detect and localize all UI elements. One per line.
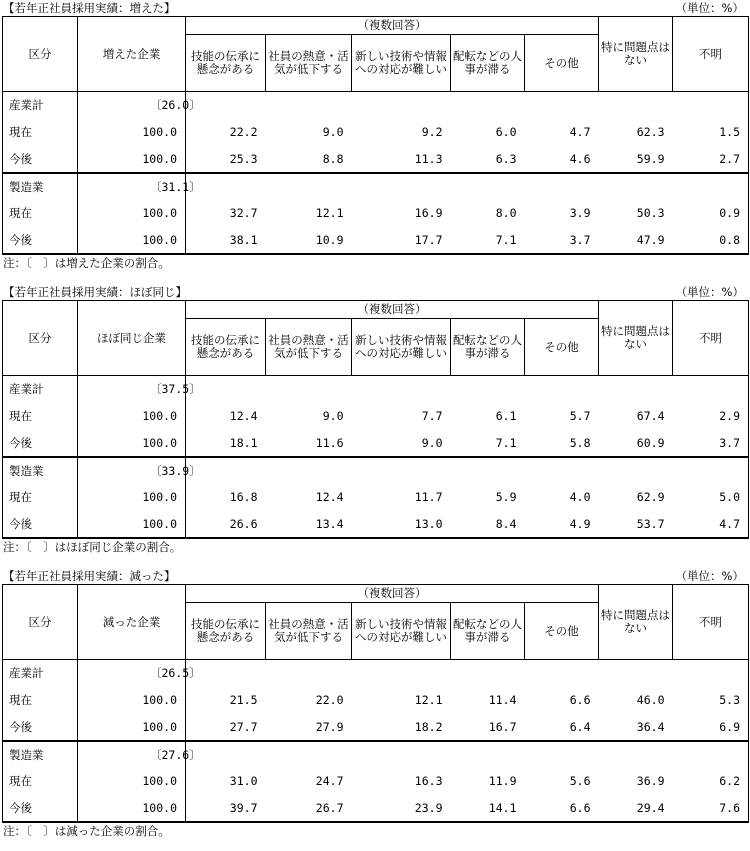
value-cell: 100.0: [78, 403, 186, 430]
group-row: [3, 376, 749, 403]
header-kubun: 区分: [3, 17, 78, 92]
row-label: 現在: [3, 403, 78, 430]
value-cell: 5.7: [569, 409, 591, 423]
data-table: [2, 16, 749, 255]
header-no-problem: 特に問題点はない: [599, 17, 673, 92]
value-cell: 18.2: [352, 714, 451, 741]
data-table: [2, 300, 749, 539]
row-label: 今後: [3, 511, 78, 538]
data-table: [2, 584, 749, 823]
value-cell: 5.6: [569, 774, 591, 788]
value-cell: 17.7: [352, 227, 451, 254]
value-cell: 3.7: [525, 227, 599, 254]
group-row: [3, 741, 749, 768]
value-cell: 38.1: [186, 227, 266, 254]
value-cell: 26.6: [186, 511, 266, 538]
table-note: 注：〔 〕は減った企業の割合。: [3, 823, 170, 838]
value-cell: 100.0: [78, 146, 186, 173]
value-cell: 100.0: [78, 795, 186, 822]
row-label: 今後: [3, 430, 78, 457]
header-company: ほぼ同じ企業: [78, 301, 186, 376]
value-cell: 9.0: [322, 125, 344, 139]
group-share: 〔26.0〕: [78, 92, 186, 119]
header-reason: 配転などの人事が滞る: [451, 319, 525, 376]
value-cell: 0.9: [673, 200, 749, 227]
value-cell: 36.9: [636, 774, 665, 788]
row-label: 現在: [3, 687, 78, 714]
header-reason: 技能の伝承に懸念がある: [186, 319, 266, 376]
value-cell: 9.2: [421, 125, 443, 139]
value-cell: 22.0: [315, 693, 344, 707]
header-reason: 新しい技術や情報への対応が難しい: [352, 35, 451, 92]
value-cell: 62.3: [636, 125, 665, 139]
value-cell: 11.4: [488, 693, 517, 707]
value-cell: 31.0: [229, 774, 258, 788]
value-cell: 11.3: [352, 146, 451, 173]
value-cell: 13.4: [266, 511, 352, 538]
group-share: 〔37.5〕: [78, 376, 186, 403]
value-cell: 9.0: [352, 430, 451, 457]
value-cell: 11.9: [488, 774, 517, 788]
header-multi-answer: （複数回答）: [186, 301, 599, 319]
header-reason: 社員の熱意・活気が低下する: [266, 603, 352, 660]
table-section: [0, 0, 750, 271]
value-cell: 67.4: [636, 409, 665, 423]
value-cell: 21.5: [229, 693, 258, 707]
header-reason: 配転などの人事が滞る: [451, 603, 525, 660]
header-reason: 配転などの人事が滞る: [451, 35, 525, 92]
value-cell: 4.7: [569, 125, 591, 139]
value-cell: 100.0: [78, 430, 186, 457]
value-cell: 4.0: [569, 490, 591, 504]
group-row: [3, 457, 749, 484]
group-share: 〔26.5〕: [78, 660, 186, 687]
value-cell: 3.9: [569, 206, 591, 220]
table-row: [3, 768, 749, 795]
group-share: 〔27.6〕: [78, 741, 186, 768]
value-cell: 5.0: [673, 484, 749, 511]
table-row: [3, 146, 749, 173]
value-cell: 100.0: [78, 714, 186, 741]
group-share: 〔31.1〕: [78, 173, 186, 200]
value-cell: 50.3: [636, 206, 665, 220]
value-cell: 22.2: [229, 125, 258, 139]
value-cell: 7.1: [451, 227, 525, 254]
header-company: 減った企業: [78, 585, 186, 660]
table-row: [3, 795, 749, 822]
value-cell: 4.9: [525, 511, 599, 538]
value-cell: 16.8: [229, 490, 258, 504]
value-cell: 100.0: [78, 227, 186, 254]
section-title: 【若年正社員採用実績：減った】: [3, 569, 176, 583]
value-cell: 60.9: [599, 430, 673, 457]
header-reason: 技能の伝承に懸念がある: [186, 35, 266, 92]
table-row: [3, 227, 749, 254]
value-cell: 16.7: [451, 714, 525, 741]
value-cell: 6.6: [525, 795, 599, 822]
value-cell: 59.9: [599, 146, 673, 173]
value-cell: 32.7: [229, 206, 258, 220]
value-cell: 6.3: [451, 146, 525, 173]
section-header: [0, 284, 750, 300]
value-cell: 9.0: [322, 409, 344, 423]
table-section: [0, 568, 750, 839]
table-row: [3, 119, 749, 146]
group-share: 〔33.9〕: [78, 457, 186, 484]
table-row: [3, 200, 749, 227]
value-cell: 53.7: [599, 511, 673, 538]
value-cell: 5.8: [525, 430, 599, 457]
value-cell: 27.7: [186, 714, 266, 741]
value-cell: 25.3: [186, 146, 266, 173]
header-unknown: 不明: [673, 17, 749, 92]
value-cell: 10.9: [266, 227, 352, 254]
row-label: 今後: [3, 795, 78, 822]
value-cell: 6.6: [569, 693, 591, 707]
value-cell: 46.0: [636, 693, 665, 707]
value-cell: 12.4: [229, 409, 258, 423]
header-unknown: 不明: [673, 301, 749, 376]
value-cell: 6.9: [673, 714, 749, 741]
table-note: 注：〔 〕はほぼ同じ企業の割合。: [3, 539, 182, 554]
header-multi-answer: （複数回答）: [186, 17, 599, 35]
header-unknown: 不明: [673, 585, 749, 660]
value-cell: 36.4: [599, 714, 673, 741]
value-cell: 100.0: [78, 484, 186, 511]
group-row: [3, 92, 749, 119]
value-cell: 6.1: [495, 409, 517, 423]
value-cell: 8.4: [451, 511, 525, 538]
value-cell: 6.2: [673, 768, 749, 795]
unit-label: （単位：%）: [675, 285, 744, 299]
row-label: 現在: [3, 119, 78, 146]
value-cell: 13.0: [352, 511, 451, 538]
value-cell: 5.9: [495, 490, 517, 504]
table-section: [0, 284, 750, 555]
value-cell: 100.0: [78, 200, 186, 227]
row-label: 現在: [3, 484, 78, 511]
value-cell: 100.0: [78, 768, 186, 795]
header-kubun: 区分: [3, 301, 78, 376]
header-no-problem: 特に問題点はない: [599, 301, 673, 376]
value-cell: 7.7: [421, 409, 443, 423]
value-cell: 29.4: [599, 795, 673, 822]
table-note: 注：〔 〕は増えた企業の割合。: [3, 255, 170, 270]
value-cell: 4.6: [525, 146, 599, 173]
group-label: 製造業: [3, 457, 78, 484]
value-cell: 1.5: [673, 119, 749, 146]
value-cell: 11.6: [266, 430, 352, 457]
value-cell: 16.3: [414, 774, 443, 788]
row-label: 今後: [3, 714, 78, 741]
value-cell: 23.9: [352, 795, 451, 822]
value-cell: 8.0: [495, 206, 517, 220]
table-row: [3, 511, 749, 538]
value-cell: 100.0: [78, 119, 186, 146]
header-reason: 社員の熱意・活気が低下する: [266, 35, 352, 92]
group-label: 製造業: [3, 741, 78, 768]
value-cell: 11.7: [414, 490, 443, 504]
group-label: 産業計: [3, 376, 78, 403]
header-reason: その他: [525, 603, 599, 660]
header-reason: その他: [525, 35, 599, 92]
group-row: [3, 660, 749, 687]
value-cell: 7.1: [451, 430, 525, 457]
value-cell: 12.4: [315, 490, 344, 504]
row-label: 現在: [3, 200, 78, 227]
group-label: 産業計: [3, 92, 78, 119]
header-reason: 新しい技術や情報への対応が難しい: [352, 603, 451, 660]
section-header: [0, 568, 750, 584]
value-cell: 24.7: [315, 774, 344, 788]
row-label: 今後: [3, 146, 78, 173]
value-cell: 7.6: [673, 795, 749, 822]
header-reason: その他: [525, 319, 599, 376]
header-reason: 技能の伝承に懸念がある: [186, 603, 266, 660]
header-multi-answer: （複数回答）: [186, 585, 599, 603]
table-row: [3, 403, 749, 430]
value-cell: 2.7: [673, 146, 749, 173]
value-cell: 3.7: [673, 430, 749, 457]
value-cell: 2.9: [673, 403, 749, 430]
table-row: [3, 714, 749, 741]
value-cell: 12.1: [315, 206, 344, 220]
header-no-problem: 特に問題点はない: [599, 585, 673, 660]
value-cell: 27.9: [266, 714, 352, 741]
value-cell: 47.9: [599, 227, 673, 254]
value-cell: 6.4: [525, 714, 599, 741]
table-row: [3, 484, 749, 511]
value-cell: 16.9: [414, 206, 443, 220]
value-cell: 5.3: [673, 687, 749, 714]
table-row: [3, 687, 749, 714]
group-label: 製造業: [3, 173, 78, 200]
header-kubun: 区分: [3, 585, 78, 660]
value-cell: 39.7: [186, 795, 266, 822]
table-row: [3, 430, 749, 457]
row-label: 今後: [3, 227, 78, 254]
value-cell: 4.7: [673, 511, 749, 538]
value-cell: 62.9: [636, 490, 665, 504]
section-title: 【若年正社員採用実績：ほぼ同じ】: [3, 285, 187, 299]
value-cell: 6.0: [495, 125, 517, 139]
group-label: 産業計: [3, 660, 78, 687]
header-reason: 社員の熱意・活気が低下する: [266, 319, 352, 376]
row-label: 現在: [3, 768, 78, 795]
value-cell: 100.0: [78, 687, 186, 714]
value-cell: 18.1: [186, 430, 266, 457]
value-cell: 26.7: [266, 795, 352, 822]
value-cell: 8.8: [266, 146, 352, 173]
unit-label: （単位：%）: [675, 569, 744, 583]
header-company: 増えた企業: [78, 17, 186, 92]
value-cell: 100.0: [78, 511, 186, 538]
value-cell: 12.1: [414, 693, 443, 707]
section-title: 【若年正社員採用実績：増えた】: [3, 1, 176, 15]
group-row: [3, 173, 749, 200]
value-cell: 0.8: [673, 227, 749, 254]
unit-label: （単位：%）: [675, 1, 744, 15]
value-cell: 14.1: [451, 795, 525, 822]
section-header: [0, 0, 750, 16]
header-reason: 新しい技術や情報への対応が難しい: [352, 319, 451, 376]
